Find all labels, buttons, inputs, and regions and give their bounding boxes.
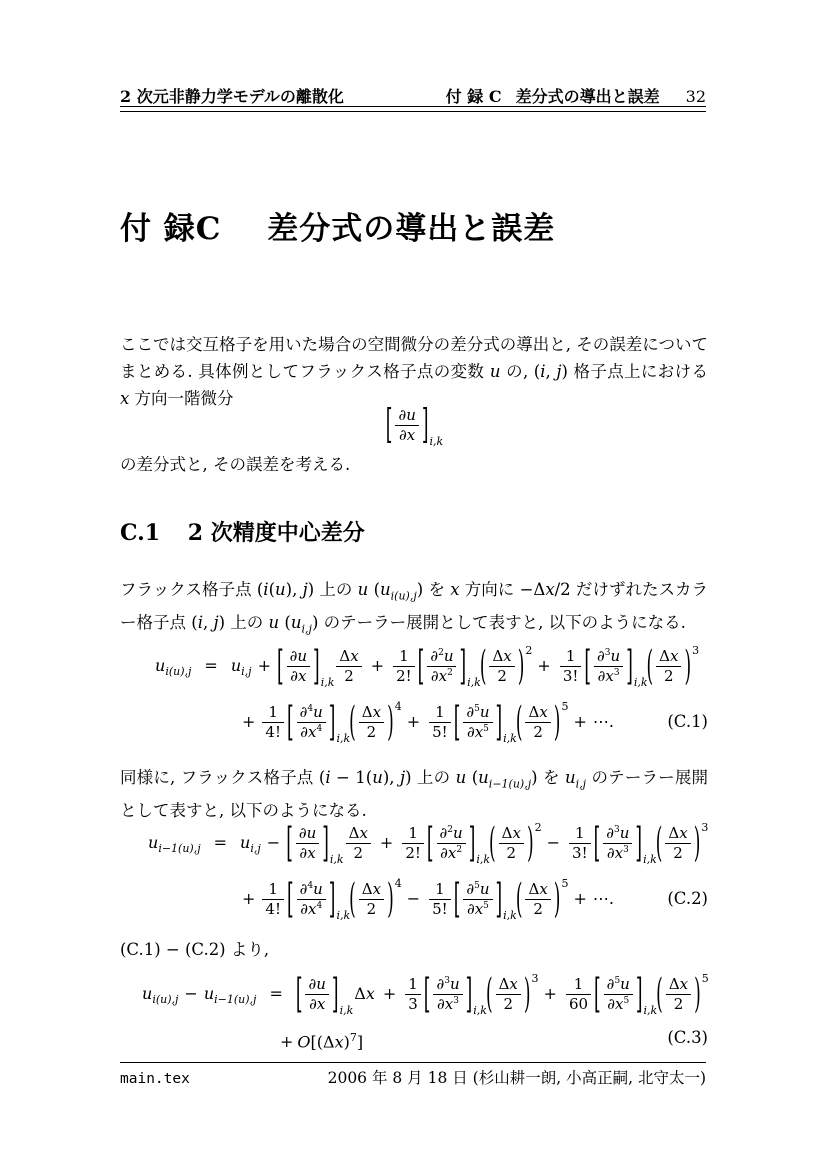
equation-c1-line1: $u_{i(u),j} = u_{i,j}$ + [ $\frac{\partial u}{\partial x}$ ]$_{i,k}$ $\frac{\Delta x}{2}$ + $\frac{1}{2!}$ [ $\frac{\partial^2u}{\partial x^2}$ ]$_{i,k}$( $\frac{\Delta x}{2}$ )$^2$+ $\frac{1}{3!}$ [ $\frac{\partial^3u}{\partial x^3}$ ]$_{i,k}$( $\frac{\Delta x}{2}$ )$^3$ [155, 643, 700, 690]
taylor-expansion-paragraph-2: 同様に, フラックス格子点 (i − 1(u), j) 上の u $(u_{i-1(u),j})$ を $u_{i,j}$ のテーラー展開として表すと, 以下のようになる. [120, 768, 709, 821]
section-title: 2 次精度中心差分 [187, 520, 365, 546]
equation-c1-line2: + $\frac{1}{4!}$ [ $\frac{\partial^4u}{\partial x^4}$ ]$_{i,k}$( $\frac{\Delta x}{2}$ )$^4$+ $\frac{1}{5!}$ [ $\frac{\partial^5u}{\partial x^5}$ ]$_{i,k}$( $\frac{\Delta x}{2}$ )$^5$+ ⋯. [242, 699, 614, 746]
equation-c3 [120, 966, 708, 1054]
header-page-number: 32 [685, 87, 706, 106]
equation-c2-line2: + $\frac{1}{4!}$ [ $\frac{\partial^4u}{\partial x^4}$ ]$_{i,k}$( $\frac{\Delta x}{2}$ )$^4$− $\frac{1}{5!}$ [ $\frac{\partial^5u}{\partial x^5}$ ]$_{i,k}$( $\frac{\Delta x}{2}$ )$^5$+ ⋯. [242, 876, 614, 923]
equation-c3-tag: (C.3) [667, 1028, 708, 1047]
equation-c1 [120, 638, 708, 750]
equation-c2-line1: $u_{i-1(u),j} = u_{i,j}$ − [ $\frac{\partial u}{\partial x}$ ]$_{i,k}$ $\frac{\Delta x}{2}$ + $\frac{1}{2!}$ [ $\frac{\partial^2u}{\partial x^2}$ ]$_{i,k}$( $\frac{\Delta x}{2}$ )$^2$− $\frac{1}{3!}$ [ $\frac{\partial^3u}{\partial x^3}$ ]$_{i,k}$( $\frac{\Delta x}{2}$ )$^3$ [148, 820, 709, 867]
chapter-label: 付 録C [120, 211, 222, 247]
display-formula-du-dx: [ $\frac{\partial u}{\partial x}$ ]$_{i,k}$ [385, 402, 444, 449]
chapter-title-text: 差分式の導出と誤差 [267, 211, 556, 247]
page-footer [120, 1066, 706, 1088]
subtraction-paragraph: (C.1) − (C.2) より, [120, 940, 270, 959]
footer-date-authors: 2006 年 8 月 18 日 (杉山耕一朗, 小高正嗣, 北守太一) [327, 1069, 706, 1087]
header-running-title: 2 次元非静力学モデルの離散化 [120, 87, 344, 106]
section-heading [120, 516, 365, 547]
header-appendix-label: 付 録 C [445, 87, 502, 106]
header-appendix-title: 差分式の導出と誤差 [515, 87, 660, 106]
section-number: C.1 [120, 520, 161, 546]
page-header [120, 84, 706, 107]
equation-c2 [120, 815, 708, 927]
chapter-title [120, 203, 555, 248]
intro-paragraph-continuation: の差分式と, その誤差を考える. [120, 455, 351, 474]
equation-c3-line1: $u_{i(u),j} - u_{i-1(u),j}$ = [ $\frac{\partial u}{\partial x}$ ]$_{i,k}\Delta x$ + $\frac{1}{3}$ [ $\frac{\partial^3u}{\partial x^3}$ ]$_{i,k}$( $\frac{\Delta x}{2}$ )$^3$+ $\frac{1}{60}$ [ $\frac{\partial^5u}{\partial x^5}$ ]$_{i,k}$( $\frac{\Delta x}{2}$ )$^5$ [142, 971, 709, 1018]
equation-c2-tag: (C.2) [667, 889, 708, 908]
intro-paragraph: ここでは交互格子を用いた場合の空間微分の差分式の導出と, その誤差についてまとめる. 具体例としてフラックス格子点の変数 u の, (i, j) 格子点上における x 方向一階微分 [120, 335, 708, 408]
footer-rule [120, 1062, 706, 1063]
header-rule-bottom [120, 111, 706, 112]
taylor-expansion-paragraph-1: フラックス格子点 (i(u), j) 上の u $(u_{i(u),j})$ を x 方向に −Δx/2 だけずれたスカラー格子点 (i, j) 上の u $(u_{i,j})$ のテーラー展開として表すと, 以下のようになる. [120, 580, 708, 636]
equation-c3-line2: + $O[(\Delta x)^7]$ [280, 1031, 364, 1052]
equation-c1-tag: (C.1) [667, 712, 708, 731]
footer-filename: main.tex [120, 1071, 190, 1087]
header-appendix [446, 84, 660, 107]
header-rule-top [120, 106, 706, 107]
